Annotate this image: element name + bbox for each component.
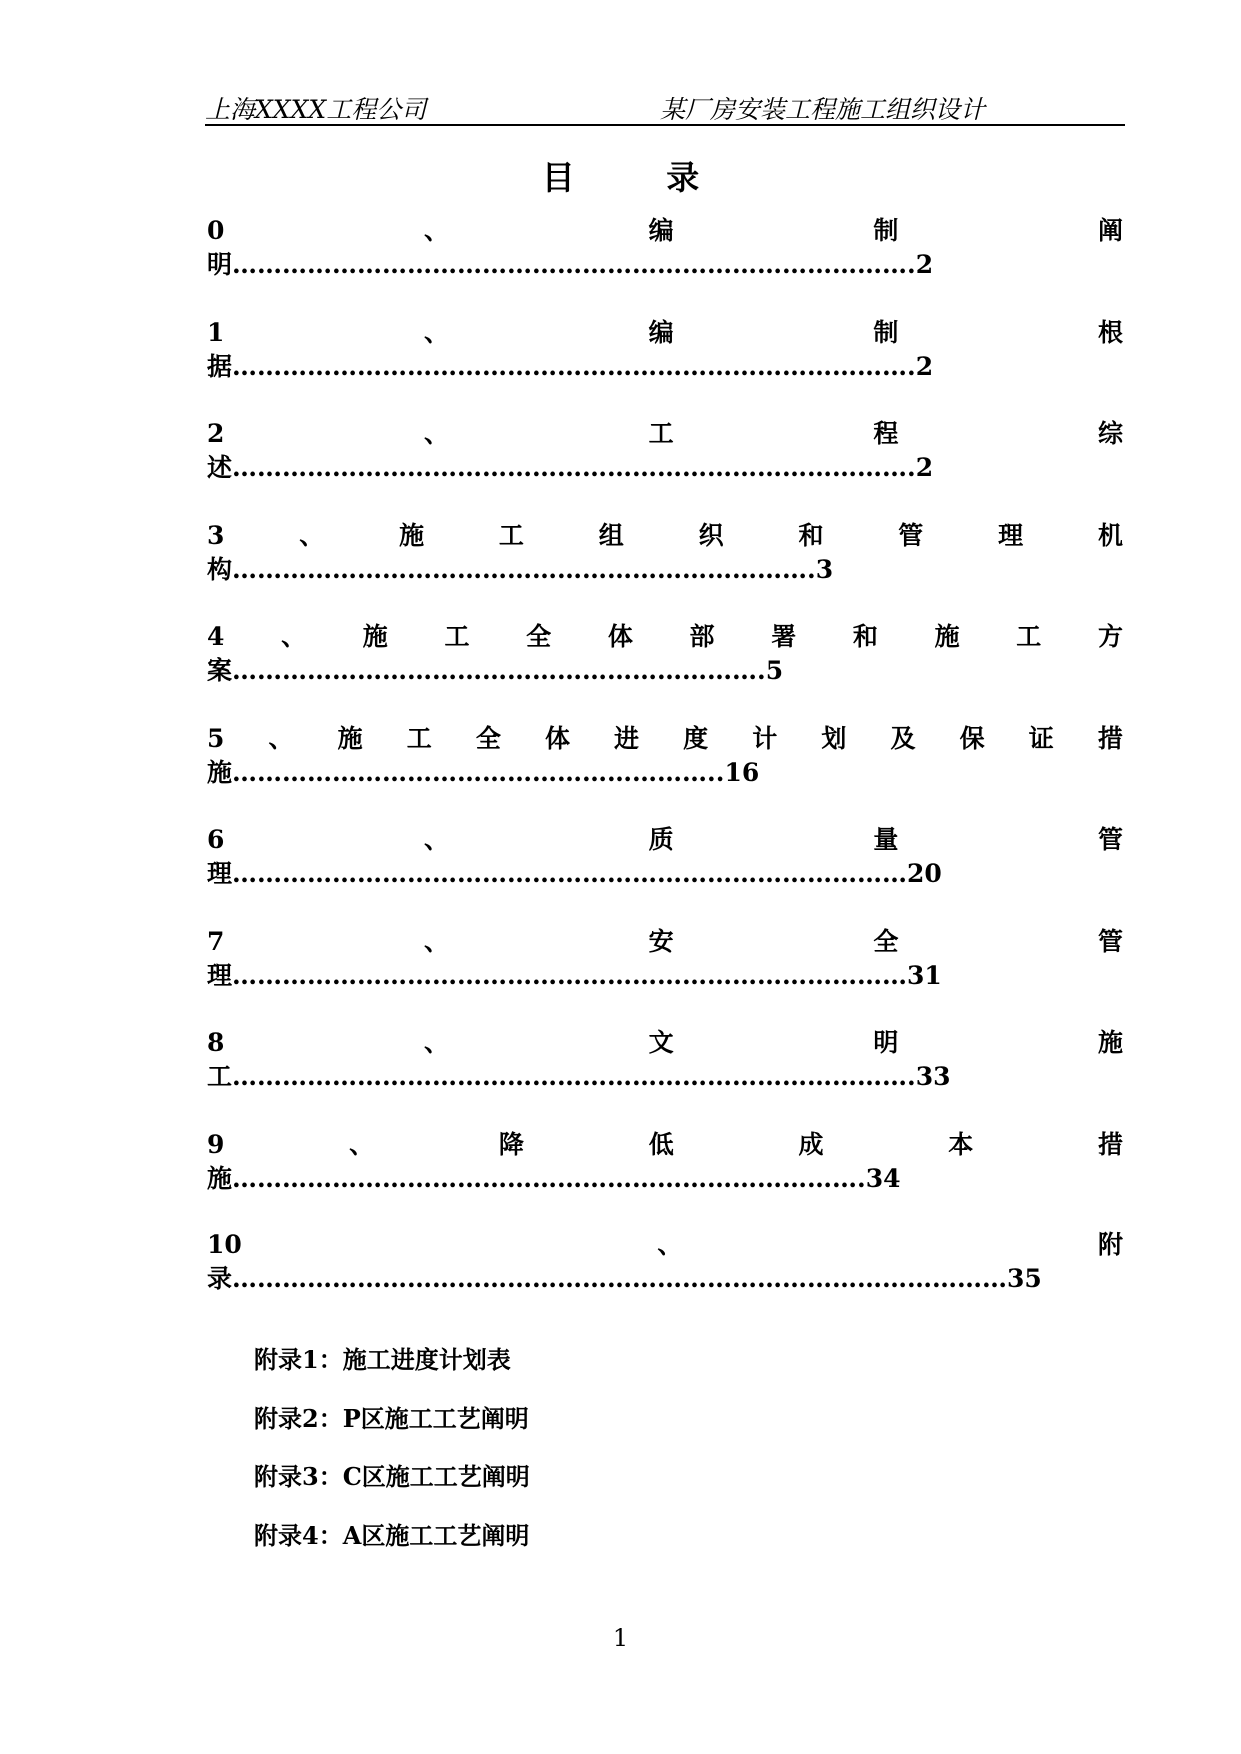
- toc-heading-char: 、: [281, 622, 307, 651]
- toc-heading-char: 0: [207, 216, 225, 245]
- toc-entry[interactable]: [207, 620, 1123, 688]
- toc-entry[interactable]: [207, 519, 1123, 587]
- toc-heading-char: 部: [689, 622, 715, 651]
- toc-entry-leader-line: [207, 1162, 1123, 1196]
- header-company: 上海XXXX工程公司: [205, 95, 427, 124]
- toc-heading-char: 量: [873, 825, 899, 854]
- toc-page-number: 2: [915, 250, 934, 279]
- toc-entry[interactable]: [207, 823, 1123, 891]
- appendix-item[interactable]: 附录4：A区施工工艺阐明: [254, 1521, 530, 1550]
- toc-heading-char: 措: [1097, 724, 1123, 753]
- toc-entry-leader-line: [207, 451, 1123, 485]
- toc-heading-char: 编: [648, 216, 674, 245]
- toc-heading-char: 成: [798, 1130, 824, 1159]
- toc-heading-char: 方: [1097, 622, 1123, 651]
- toc-heading-char: 工: [406, 724, 432, 753]
- toc-heading-char: 机: [1097, 521, 1123, 550]
- toc-heading-char: 全: [873, 927, 899, 956]
- toc-heading-char: 7: [207, 927, 225, 956]
- toc-heading-char: 理: [998, 521, 1024, 550]
- toc-heading-char: 划: [821, 724, 847, 753]
- toc-heading-char: 明: [873, 1028, 899, 1057]
- toc-heading-char: 计: [752, 724, 778, 753]
- toc-heading-char: 工: [648, 419, 674, 448]
- toc-heading-char: 施: [1097, 1028, 1123, 1057]
- toc-entry-leader-line: [207, 248, 1123, 282]
- toc-heading-char: 低: [648, 1130, 674, 1159]
- toc-heading-char: 、: [268, 724, 294, 753]
- toc-entry[interactable]: [207, 1026, 1123, 1094]
- toc-heading-char: 、: [299, 521, 325, 550]
- toc-page-number: 16: [724, 758, 760, 787]
- toc-heading-char: 证: [1028, 724, 1054, 753]
- toc-heading-char: 3: [207, 521, 225, 550]
- toc-heading-char: 全: [526, 622, 552, 651]
- toc-page-number: 31: [907, 961, 942, 990]
- toc-leader-dots: ……………………………………………………………………….: [232, 453, 916, 482]
- toc-heading-char: 根: [1097, 318, 1123, 347]
- toc-page-number: 34: [865, 1164, 901, 1193]
- toc-heading-char: 管: [1097, 927, 1123, 956]
- toc-heading-char: 、: [657, 1230, 683, 1259]
- toc-leader-dots: ………………………………………………………………………: [232, 859, 908, 888]
- toc-heading-char: 施: [362, 622, 388, 651]
- toc-heading-char: 施: [399, 521, 425, 550]
- toc-heading-tail: 理: [207, 859, 233, 888]
- toc-heading-char: 2: [207, 419, 225, 448]
- toc-entry-leader-line: [207, 756, 1123, 790]
- toc-heading-char: 进: [614, 724, 640, 753]
- toc-heading-char: 文: [648, 1028, 674, 1057]
- toc-heading-char: 工: [498, 521, 524, 550]
- toc-heading-char: 和: [798, 521, 824, 550]
- toc-leader-dots: …………………………………………………..: [232, 758, 725, 787]
- toc-heading-char: 保: [959, 724, 985, 753]
- toc-title: 目 录: [541, 158, 740, 197]
- toc-heading-char: 6: [207, 825, 225, 854]
- toc-heading-char: 降: [498, 1130, 524, 1159]
- toc-leader-dots: ……………………………………………………….: [232, 656, 766, 685]
- toc-heading-char: 4: [207, 622, 225, 651]
- toc-heading-char: 施: [934, 622, 960, 651]
- toc-heading-tail: 施: [207, 1164, 233, 1193]
- toc-heading-char: 组: [598, 521, 624, 550]
- toc-heading-char: 工: [1016, 622, 1042, 651]
- toc-entry[interactable]: [207, 417, 1123, 485]
- toc-heading-char: 、: [424, 216, 450, 245]
- toc-entry-heading-line: [207, 417, 1123, 451]
- toc-heading-char: 5: [207, 724, 225, 753]
- toc-entry-heading-line: [207, 1228, 1123, 1262]
- toc-leader-dots: …………………………………………………………………………………: [232, 1264, 1008, 1293]
- appendix-item[interactable]: 附录1：施工进度计划表: [254, 1345, 511, 1374]
- toc-heading-char: 制: [873, 318, 899, 347]
- toc-heading-char: 1: [207, 318, 225, 347]
- toc-page-number: 3: [815, 555, 834, 584]
- toc-heading-char: 署: [771, 622, 797, 651]
- toc-entry-heading-line: [207, 925, 1123, 959]
- toc-page-number: 33: [915, 1062, 951, 1091]
- toc-entry-heading-line: [207, 620, 1123, 654]
- toc-leader-dots: ………………………………………………………………………: [232, 961, 908, 990]
- toc-heading-char: 体: [607, 622, 633, 651]
- toc-heading-char: 综: [1097, 419, 1123, 448]
- toc-heading-char: 施: [337, 724, 363, 753]
- toc-leader-dots: ……………………………………………………………………….: [232, 1062, 916, 1091]
- toc-heading-char: 编: [648, 318, 674, 347]
- toc-entry-heading-line: [207, 316, 1123, 350]
- toc-entry-leader-line: [207, 1060, 1123, 1094]
- toc-heading-tail: 施: [207, 758, 233, 787]
- toc-leader-dots: ………………………………………………………………….: [232, 1164, 866, 1193]
- toc-heading-tail: 据: [207, 352, 233, 381]
- toc-heading-tail: 录: [207, 1264, 233, 1293]
- appendix-item[interactable]: 附录3：C区施工工艺阐明: [254, 1462, 530, 1491]
- toc-heading-tail: 构: [207, 555, 233, 584]
- toc-heading-char: 制: [873, 216, 899, 245]
- toc-heading-char: 8: [207, 1028, 225, 1057]
- toc-page-number: 35: [1007, 1264, 1042, 1293]
- toc-entry-leader-line: [207, 350, 1123, 384]
- toc-heading-char: 9: [207, 1130, 225, 1159]
- toc-entry-heading-line: [207, 214, 1123, 248]
- toc-entry-leader-line: [207, 1262, 1123, 1296]
- toc-entry[interactable]: [207, 722, 1123, 790]
- toc-page-number: 5: [765, 656, 784, 685]
- toc-entry-leader-line: [207, 553, 1123, 587]
- toc-heading-char: 、: [424, 419, 450, 448]
- toc-heading-char: 附: [1097, 1230, 1123, 1259]
- toc-heading-char: 织: [698, 521, 724, 550]
- toc-heading-char: 10: [207, 1230, 242, 1259]
- toc-entry-heading-line: [207, 1128, 1123, 1162]
- toc-heading-char: 本: [948, 1130, 974, 1159]
- toc-entry-leader-line: [207, 959, 1123, 993]
- toc-heading-tail: 理: [207, 961, 233, 990]
- toc-heading-char: 安: [648, 927, 674, 956]
- header-document-title: 某厂房安装工程施工组织设计: [660, 95, 986, 124]
- toc-leader-dots: …………………………………………………………….: [232, 555, 816, 584]
- toc-heading-tail: 工: [207, 1062, 233, 1091]
- toc-entry[interactable]: [207, 1128, 1123, 1196]
- toc-entry[interactable]: [207, 925, 1123, 993]
- toc-leader-dots: ……………………………………………………………………….: [232, 352, 916, 381]
- toc-entry[interactable]: [207, 1228, 1123, 1296]
- toc-heading-char: 阐: [1097, 216, 1123, 245]
- toc-page-number: 2: [915, 453, 934, 482]
- toc-heading-char: 质: [648, 825, 674, 854]
- toc-page-number: 20: [907, 859, 942, 888]
- toc-heading-tail: 案: [207, 656, 233, 685]
- toc-entry-heading-line: [207, 519, 1123, 553]
- toc-heading-char: 措: [1097, 1130, 1123, 1159]
- toc-entry-heading-line: [207, 722, 1123, 756]
- toc-heading-char: 、: [424, 825, 450, 854]
- toc-entry-heading-line: [207, 823, 1123, 857]
- toc-entry-heading-line: [207, 1026, 1123, 1060]
- toc-heading-char: 工: [444, 622, 470, 651]
- toc-entry-leader-line: [207, 654, 1123, 688]
- toc-heading-char: 、: [424, 318, 450, 347]
- toc-entry[interactable]: [207, 214, 1123, 282]
- toc-heading-char: 、: [349, 1130, 375, 1159]
- toc-entry[interactable]: [207, 316, 1123, 384]
- toc-heading-char: 程: [873, 419, 899, 448]
- toc-entry-leader-line: [207, 857, 1123, 891]
- toc-heading-char: 体: [544, 724, 570, 753]
- toc-leader-dots: ……………………………………………………………………….: [232, 250, 916, 279]
- toc-heading-char: 、: [424, 927, 450, 956]
- toc-heading-char: 度: [683, 724, 709, 753]
- toc-heading-char: 全: [475, 724, 501, 753]
- toc-heading-char: 、: [424, 1028, 450, 1057]
- toc-heading-char: 和: [852, 622, 878, 651]
- toc-page-number: 2: [915, 352, 934, 381]
- page-header: [205, 86, 1125, 126]
- toc-heading-char: 管: [898, 521, 924, 550]
- toc-heading-tail: 明: [207, 250, 233, 279]
- toc-heading-tail: 述: [207, 453, 233, 482]
- toc-heading-char: 及: [890, 724, 916, 753]
- appendix-item[interactable]: 附录2：P区施工工艺阐明: [254, 1404, 529, 1433]
- toc-heading-char: 管: [1097, 825, 1123, 854]
- page-number: 1: [612, 1624, 629, 1652]
